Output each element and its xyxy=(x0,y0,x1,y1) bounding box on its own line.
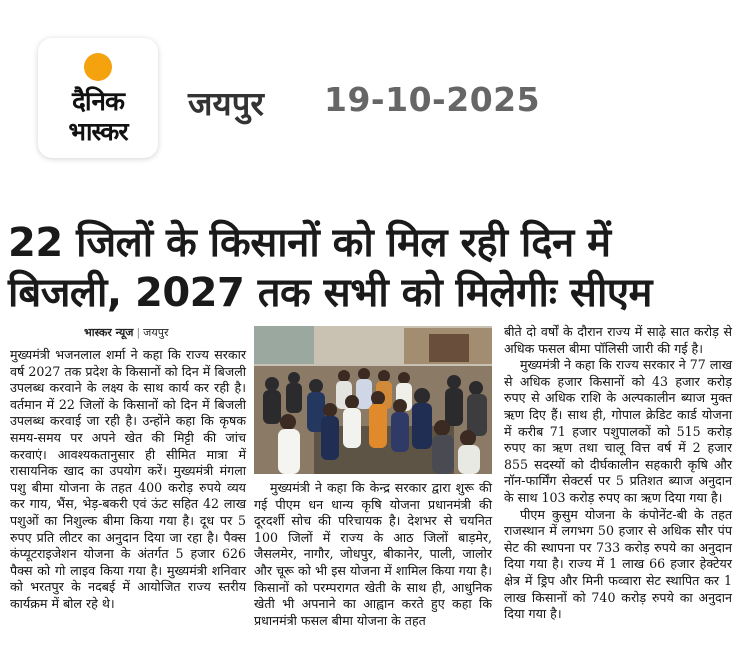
crowd-photo-illustration xyxy=(254,326,492,474)
column1-paragraph: मुख्यमंत्री भजनलाल शर्मा ने कहा कि राज्य सरकार वर्ष 2027 तक प्रदेश के किसानों को दिन में बिजली उपलब्ध करवाने के लक्ष्य के साथ कार्य कर रही है। वर्तमान में 22 जिलों के किसानों को दिन में बिजली उपलब्ध करवाई जा रही है। उन्होंने कहा कि कृषक समय-समय पर अपने खेत की मिट्टी की जांच करवाएं। आवश्यकतानुसार ही सीमित मात्रा में रासायनिक खाद का उपयोग करें। मुख्यमंत्री मंगला पशु बीमा योजना के तहत 400 करोड़ रुपये व्यय कर गाय, भैंस, भेड़-बकरी एवं ऊंट सहित 42 लाख पशुओं का निशुल्क बीमा किया गया है। दूध पर 5 रुपए प्रति लीटर का अनुदान दिया जा रहा है। पैक्स कंप्यूटराइजेशन योजना के अंतर्गत 5 हजार 626 पैक्स को गो लाइव किया गया है। मुख्यमंत्री शनिवार को भरतपुर के नदबई में आयोजित राज्य स्तरीय कार्यक्रम में बोल रहे थे। xyxy=(10,347,246,611)
logo-text-dainik: दैनिक xyxy=(72,87,124,117)
article-body xyxy=(0,322,740,650)
column3-paragraph-3: पीएम कुसुम योजना के कंपोनेंट-बी के तहत राजस्थान में लगभग 50 हजार से अधिक सौर पंप सेट की स्थापना पर 733 करोड़ रुपये का अनुदान दिया गया है। राज्य में 1 लाख 66 हजार हेक्टेयर क्षेत्र में ड्रिप और मिनी फव्वारा सेट स्थापित कर 1 लाख किसानों को 740 करोड़ रुपये का अनुदान दिया गया है। xyxy=(504,506,732,622)
dainik-bhaskar-logo[interactable] xyxy=(38,38,158,158)
byline-divider: | xyxy=(136,326,141,339)
masthead xyxy=(0,0,740,190)
byline xyxy=(84,325,168,340)
article-column-2 xyxy=(254,480,492,629)
byline-city: जयपुर xyxy=(143,326,169,339)
sun-icon xyxy=(84,53,112,81)
column3-paragraph-2: मुख्यमंत्री ने कहा कि राज्य सरकार ने 77 लाख से अधिक हजार किसानों को 43 हजार करोड़ रुपए से अधिक राशि के अल्पकालीन ब्याज मुक्त ऋण दिए हैं। साथ ही, गोपाल क्रेडिट कार्ड योजना में करीब 71 हजार पशुपालकों को 515 करोड़ रुपए का ऋण तथा चालू वित्त वर्ष में 2 हजार 855 सदस्यों को दीर्घकालीन सहकारी कृषि और नॉन-फार्मिंग सेक्टर्स पर 5 प्रतिशत ब्याज अनुदान के साथ 103 करोड़ रुपए का ऋण दिया गया है। xyxy=(504,357,732,505)
event-photo xyxy=(254,326,492,474)
headline: 22 जिलों के किसानों को मिल रही दिन में बिजली, 2027 तक सभी को मिलेगीः सीएम xyxy=(8,220,652,316)
article-column-3 xyxy=(504,324,732,623)
edition-date: 19-10-2025 xyxy=(324,80,541,119)
byline-source: भास्कर न्यूज xyxy=(84,326,134,339)
article-column-1 xyxy=(10,347,246,613)
column3-paragraph-1: बीते दो वर्षों के दौरान राज्य में साढ़े सात करोड़ से अधिक फसल बीमा पॉलिसी जारी की गई है। xyxy=(504,324,732,356)
column2-paragraph: मुख्यमंत्री ने कहा कि केन्द्र सरकार द्वारा शुरू की गई पीएम धन धान्य कृषि योजना प्रधानमंत्री की दूरदर्शी सोच की परिचायक है। देशभर से चयनित 100 जिलों में राज्य के आठ जिलों बाड़मेर, जैसलमेर, नागौर, जोधपुर, बीकानेर, पाली, जालोर और चूरू को भी इस योजना में शामिल किया गया है। किसानों को परम्परागत खेती के साथ ही, आधुनिक खेती भी अपनाने का आह्वान करते हुए कहा कि प्रधानमंत्री फसल बीमा योजना के तहत xyxy=(254,480,492,628)
edition-city: जयपुर xyxy=(188,84,264,123)
logo-text-bhaskar: भास्कर xyxy=(68,117,128,146)
